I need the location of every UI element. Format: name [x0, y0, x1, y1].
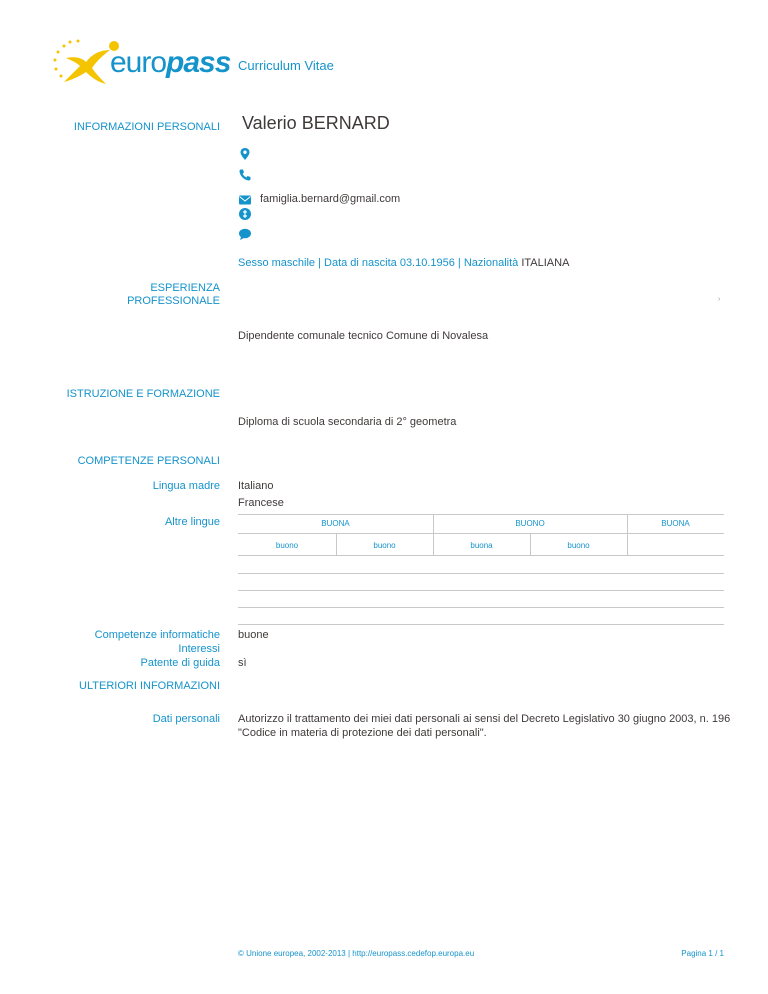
section-personal-info: INFORMAZIONI PERSONALI	[73, 121, 220, 133]
computer-skills-label: Competenze informatiche	[94, 629, 220, 641]
footer-copyright[interactable]: © Unione europea, 2002-2013 | http://europass.cedefop.europa.eu	[238, 949, 475, 958]
document-title: Curriculum Vitae	[238, 58, 334, 73]
language-level-cell: BUONA	[661, 519, 690, 528]
interests-label: Interessi	[178, 643, 220, 655]
language-level-cell: BUONA	[321, 519, 350, 528]
section-personal-skills: COMPETENZE PERSONALI	[77, 455, 220, 467]
section-further-info: ULTERIORI INFORMAZIONI	[79, 680, 220, 692]
europass-logo	[52, 36, 231, 88]
computer-skills-value: buone	[238, 629, 269, 641]
section-work-experience-line-2: PROFESSIONALE	[127, 295, 220, 307]
experience-description: Dipendente comunale tecnico Comune di Novalesa	[238, 330, 489, 342]
personal-data-consent-line-1: Autorizzo il trattamento dei miei dati personali ai sensi del Decreto Legislativo 30 giugno 2003, n. 196	[238, 713, 731, 725]
section-education: ISTRUZIONE E FORMAZIONE	[66, 388, 220, 400]
driving-license-label: Patente di guida	[140, 657, 220, 669]
person-name: Valerio BERNARD	[242, 113, 390, 133]
language-level-cell: buono	[567, 541, 590, 550]
personal-details-text: Sesso maschile | Data di nascita 03.10.1956 | Nazionalità	[238, 257, 522, 269]
email-icon	[238, 193, 252, 207]
nationality-value: ITALIANA	[521, 257, 570, 269]
other-languages-label: Altre lingue	[164, 516, 220, 528]
chat-icon	[238, 227, 252, 241]
website-icon	[238, 207, 252, 221]
driving-license-value: sì	[238, 657, 247, 669]
language-level-cell: buono	[373, 541, 396, 550]
mother-tongue-label: Lingua madre	[152, 480, 220, 492]
email-address[interactable]: famiglia.bernard@gmail.com	[260, 193, 401, 205]
logo-text-pass: pass	[166, 46, 231, 79]
other-language-name: Francese	[238, 497, 284, 509]
personal-data-consent-line-2: "Codice in materia di protezione dei dati personali".	[238, 727, 487, 739]
logo-text-euro: euro	[110, 46, 167, 79]
section-work-experience-line-1: ESPERIENZA	[150, 282, 220, 294]
phone-icon	[238, 168, 252, 182]
language-level-cell: BUONO	[515, 519, 545, 528]
personal-details	[238, 256, 569, 270]
language-level-cell: buona	[470, 541, 493, 550]
experience-mark: ›	[718, 296, 721, 303]
personal-data-label: Dati personali	[152, 713, 220, 725]
location-icon	[238, 147, 252, 161]
footer-page-number: Pagina 1 / 1	[681, 949, 724, 958]
mother-tongue-value: Italiano	[238, 480, 274, 492]
language-level-cell: buono	[275, 541, 299, 550]
education-description: Diploma di scuola secondaria di 2° geometra	[238, 416, 457, 428]
